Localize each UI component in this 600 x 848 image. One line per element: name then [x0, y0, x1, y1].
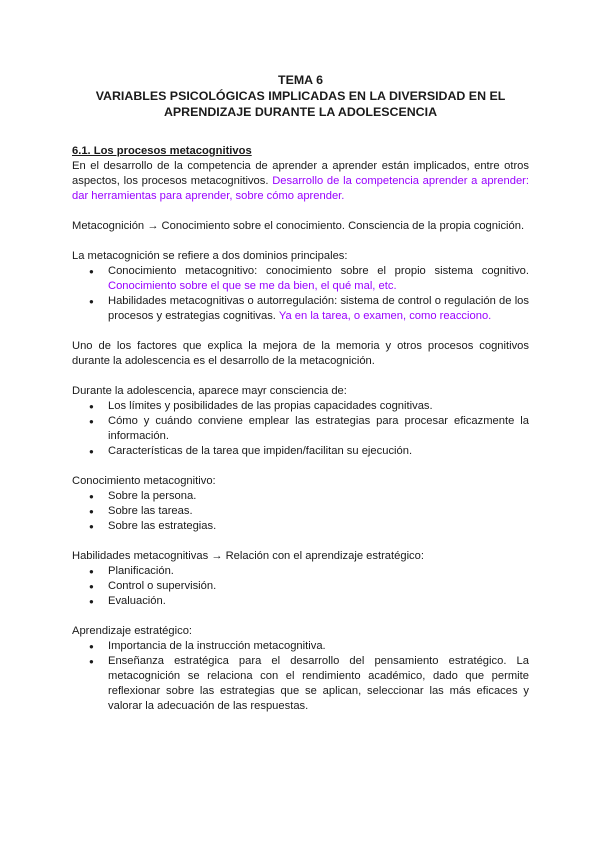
list-item: ● Control o supervisión.	[108, 579, 529, 594]
domain-1-text: Conocimiento metacognitivo: conocimiento sobre el propio sistema cognitivo.	[108, 265, 529, 277]
list-item: ● Cómo y cuándo conviene emplear las estrategias para procesar eficazmente la información.	[108, 414, 529, 444]
factors-paragraph: Uno de los factores que explica la mejora de la memoria y otros procesos cognitivos durante la adolescencia es el desarrollo de la metacognición.	[72, 340, 529, 367]
domain-2-note: Ya en la tarea, o examen, como reacciono.	[278, 310, 492, 322]
skills-lead: Habilidades metacognitivas → Relación con el aprendizaje estratégico:	[72, 550, 424, 562]
list-item: ● Características de la tarea que impiden/facilitan su ejecución.	[108, 444, 529, 459]
title-line-2: APRENDIZAJE DURANTE LA ADOLESCENCIA	[163, 105, 438, 119]
adolescence-lead: Durante la adolescencia, aparece mayr consciencia de:	[72, 385, 347, 397]
strategic-lead: Aprendizaje estratégico:	[72, 625, 193, 637]
list-item	[108, 264, 529, 294]
list-item: ● Planificación.	[108, 564, 529, 579]
list-item: ● Sobre las estrategias.	[108, 519, 529, 534]
list-item: ● Importancia de la instrucción metacognitiva.	[108, 639, 529, 654]
intro-paragraph	[72, 159, 529, 204]
adolescence-list	[72, 399, 529, 459]
title-line-1: VARIABLES PSICOLÓGICAS IMPLICADAS EN LA DIVERSIDAD EN EL	[95, 89, 506, 103]
definition-paragraph: Metacognición → Conocimiento sobre el conocimiento. Consciencia de la propia cognición.	[72, 220, 525, 232]
list-item: ● Sobre las tareas.	[108, 504, 529, 519]
document-page	[72, 72, 529, 714]
domain-1-note: Conocimiento sobre el que se me da bien, el qué mal, etc.	[108, 280, 397, 292]
list-item: ● Evaluación.	[108, 594, 529, 609]
document-title	[72, 72, 529, 120]
knowledge-list	[72, 489, 529, 534]
domains-lead: La metacognición se refiere a dos dominios principales:	[72, 250, 348, 262]
list-item: ● Sobre la persona.	[108, 489, 529, 504]
section-heading: 6.1. Los procesos metacognitivos	[72, 145, 252, 157]
strategic-list	[72, 639, 529, 714]
knowledge-lead: Conocimiento metacognitivo:	[72, 475, 216, 487]
intro-text: En el desarrollo de la competencia de aprender a aprender están implicados, entre otros aspectos, los procesos metacognitivos.	[72, 160, 529, 187]
domain-2-text: Habilidades metacognitivas o autorregulación: sistema de control o regulación de los procesos y estrategias cognitivas.	[108, 295, 529, 322]
list-item	[108, 294, 529, 324]
domains-list	[72, 264, 529, 324]
topic-number: TEMA 6	[278, 73, 323, 87]
list-item: ● Los límites y posibilidades de las propias capacidades cognitivas.	[108, 399, 529, 414]
list-item: ● Enseñanza estratégica para el desarrollo del pensamiento estratégico. La metacognición se relaciona con el rendimiento académico, dado que permite reflexionar sobre las estrategias que se aplican, seleccionar las más eficaces y valorar la adecuación de las respuestas.	[108, 654, 529, 714]
skills-list	[72, 564, 529, 609]
intro-note: Desarrollo de la competencia aprender a aprender: dar herramientas para aprender, sobre cómo aprender.	[72, 175, 530, 202]
